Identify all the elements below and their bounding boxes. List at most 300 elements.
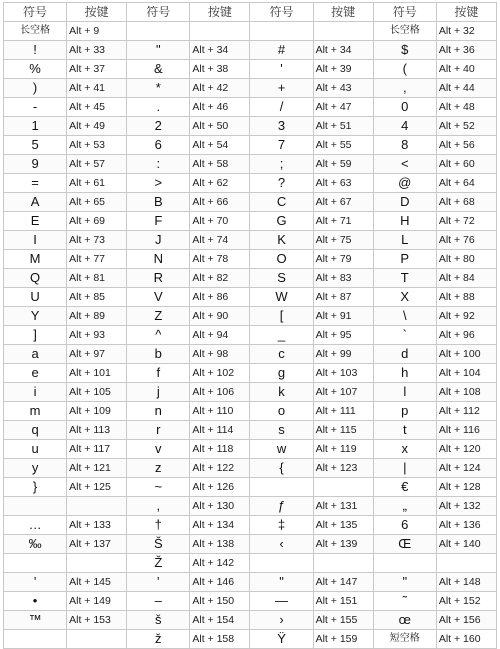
alt-key-cell: Alt + 105 — [67, 383, 127, 402]
alt-key-cell: Alt + 83 — [313, 269, 373, 288]
alt-key-cell: Alt + 88 — [436, 288, 496, 307]
symbol-cell: 1 — [4, 117, 67, 136]
symbol-cell: 6 — [127, 136, 190, 155]
alt-key-cell: Alt + 122 — [190, 459, 250, 478]
alt-key-cell: Alt + 50 — [190, 117, 250, 136]
alt-key-cell: Alt + 89 — [67, 307, 127, 326]
alt-key-cell: Alt + 57 — [67, 155, 127, 174]
alt-key-cell: Alt + 147 — [313, 573, 373, 592]
alt-key-cell: Alt + 85 — [67, 288, 127, 307]
alt-key-cell: Alt + 80 — [436, 250, 496, 269]
alt-key-cell: Alt + 55 — [313, 136, 373, 155]
alt-key-cell: Alt + 108 — [436, 383, 496, 402]
alt-key-cell: Alt + 154 — [190, 611, 250, 630]
alt-key-cell: Alt + 75 — [313, 231, 373, 250]
symbol-cell: / — [250, 98, 313, 117]
table-row — [4, 478, 497, 497]
symbol-cell: l — [373, 383, 436, 402]
symbol-cell: 6 — [373, 516, 436, 535]
symbol-cell: * — [127, 79, 190, 98]
alt-key-cell: Alt + 78 — [190, 250, 250, 269]
alt-key-cell: Alt + 119 — [313, 440, 373, 459]
symbol-cell: ˜ — [373, 592, 436, 611]
alt-key-cell: Alt + 69 — [67, 212, 127, 231]
symbol-cell: a — [4, 345, 67, 364]
symbol-cell: Œ — [373, 535, 436, 554]
symbol-cell: œ — [373, 611, 436, 630]
symbol-cell: < — [373, 155, 436, 174]
table-row — [4, 383, 497, 402]
symbol-cell: " — [127, 41, 190, 60]
symbol-cell: j — [127, 383, 190, 402]
alt-key-cell: Alt + 81 — [67, 269, 127, 288]
alt-key-cell: Alt + 139 — [313, 535, 373, 554]
symbol-cell: ž — [127, 630, 190, 649]
alt-key-cell: Alt + 74 — [190, 231, 250, 250]
symbol-cell: ) — [4, 79, 67, 98]
alt-key-cell: Alt + 44 — [436, 79, 496, 98]
alt-key-cell: Alt + 149 — [67, 592, 127, 611]
symbol-cell: P — [373, 250, 436, 269]
symbol-cell: & — [127, 60, 190, 79]
alt-key-cell: Alt + 136 — [436, 516, 496, 535]
symbol-cell: ‰ — [4, 535, 67, 554]
symbol-cell: ( — [373, 60, 436, 79]
symbol-cell: 0 — [373, 98, 436, 117]
symbol-cell: U — [4, 288, 67, 307]
symbol-cell: R — [127, 269, 190, 288]
symbol-cell: ‡ — [250, 516, 313, 535]
symbol-cell: ! — [4, 41, 67, 60]
alt-key-cell: Alt + 47 — [313, 98, 373, 117]
symbol-cell: s — [250, 421, 313, 440]
alt-key-cell: Alt + 73 — [67, 231, 127, 250]
symbol-cell: f — [127, 364, 190, 383]
alt-key-cell — [67, 630, 127, 649]
symbol-cell: ` — [373, 326, 436, 345]
symbol-cell: q — [4, 421, 67, 440]
alt-key-cell: Alt + 54 — [190, 136, 250, 155]
alt-key-cell: Alt + 118 — [190, 440, 250, 459]
symbol-cell: r — [127, 421, 190, 440]
symbol-column-header: 符号 — [373, 3, 436, 22]
table-row — [4, 535, 497, 554]
symbol-cell: — — [250, 592, 313, 611]
symbol-cell: 5 — [4, 136, 67, 155]
alt-key-cell: Alt + 71 — [313, 212, 373, 231]
alt-key-cell — [67, 554, 127, 573]
symbol-column-header: 符号 — [127, 3, 190, 22]
symbol-cell: 长空格 — [373, 22, 436, 41]
symbol-cell: @ — [373, 174, 436, 193]
alt-key-cell: Alt + 100 — [436, 345, 496, 364]
symbol-cell: e — [4, 364, 67, 383]
alt-key-cell: Alt + 58 — [190, 155, 250, 174]
alt-key-cell: Alt + 53 — [67, 136, 127, 155]
alt-key-cell: Alt + 159 — [313, 630, 373, 649]
symbol-cell: Ÿ — [250, 630, 313, 649]
alt-key-cell: Alt + 132 — [436, 497, 496, 516]
table-row — [4, 250, 497, 269]
symbol-cell: Š — [127, 535, 190, 554]
symbol-cell: X — [373, 288, 436, 307]
symbol-cell: š — [127, 611, 190, 630]
alt-key-cell: Alt + 158 — [190, 630, 250, 649]
symbol-cell: = — [4, 174, 67, 193]
alt-key-cell: Alt + 33 — [67, 41, 127, 60]
alt-key-cell — [436, 554, 496, 573]
alt-key-cell: Alt + 38 — [190, 60, 250, 79]
symbol-cell: ‹ — [250, 535, 313, 554]
alt-key-cell: Alt + 77 — [67, 250, 127, 269]
table-row — [4, 307, 497, 326]
key-column-header: 按键 — [313, 3, 373, 22]
alt-key-cell: Alt + 146 — [190, 573, 250, 592]
header-row — [4, 3, 497, 22]
alt-key-cell: Alt + 61 — [67, 174, 127, 193]
symbol-cell — [4, 554, 67, 573]
alt-key-cell: Alt + 66 — [190, 193, 250, 212]
alt-key-cell: Alt + 117 — [67, 440, 127, 459]
symbol-cell: V — [127, 288, 190, 307]
alt-key-cell: Alt + 107 — [313, 383, 373, 402]
alt-key-cell: Alt + 39 — [313, 60, 373, 79]
symbol-cell: | — [373, 459, 436, 478]
table-row — [4, 155, 497, 174]
alt-key-cell: Alt + 111 — [313, 402, 373, 421]
alt-key-cell: Alt + 153 — [67, 611, 127, 630]
table-row — [4, 60, 497, 79]
symbol-cell: M — [4, 250, 67, 269]
alt-key-cell: Alt + 49 — [67, 117, 127, 136]
alt-key-cell: Alt + 45 — [67, 98, 127, 117]
symbol-cell: H — [373, 212, 436, 231]
alt-key-cell: Alt + 34 — [190, 41, 250, 60]
table-row — [4, 611, 497, 630]
symbol-cell: d — [373, 345, 436, 364]
alt-key-cell: Alt + 65 — [67, 193, 127, 212]
table-row — [4, 516, 497, 535]
symbol-cell: 短空格 — [373, 630, 436, 649]
alt-key-cell — [313, 22, 373, 41]
symbol-cell — [4, 497, 67, 516]
symbol-cell: I — [4, 231, 67, 250]
symbol-cell: ' — [127, 573, 190, 592]
key-column-header: 按键 — [67, 3, 127, 22]
symbol-cell: Q — [4, 269, 67, 288]
alt-key-cell: Alt + 125 — [67, 478, 127, 497]
alt-key-cell: Alt + 32 — [436, 22, 496, 41]
alt-key-cell: Alt + 115 — [313, 421, 373, 440]
alt-key-cell: Alt + 36 — [436, 41, 496, 60]
alt-key-cell: Alt + 131 — [313, 497, 373, 516]
alt-key-cell: Alt + 40 — [436, 60, 496, 79]
alt-key-cell: Alt + 52 — [436, 117, 496, 136]
symbol-cell: % — [4, 60, 67, 79]
symbol-cell: O — [250, 250, 313, 269]
table-row — [4, 117, 497, 136]
alt-key-cell: Alt + 113 — [67, 421, 127, 440]
symbol-cell: > — [127, 174, 190, 193]
symbol-cell: ƒ — [250, 497, 313, 516]
symbol-cell: , — [127, 497, 190, 516]
symbol-cell: G — [250, 212, 313, 231]
symbol-cell: : — [127, 155, 190, 174]
alt-key-cell: Alt + 142 — [190, 554, 250, 573]
symbol-cell: \ — [373, 307, 436, 326]
alt-key-cell: Alt + 92 — [436, 307, 496, 326]
key-column-header: 按键 — [190, 3, 250, 22]
alt-key-cell: Alt + 97 — [67, 345, 127, 364]
symbol-cell: u — [4, 440, 67, 459]
symbol-cell: W — [250, 288, 313, 307]
alt-key-cell: Alt + 148 — [436, 573, 496, 592]
symbol-cell: . — [127, 98, 190, 117]
table-row — [4, 269, 497, 288]
symbol-cell: p — [373, 402, 436, 421]
symbol-cell — [127, 22, 190, 41]
symbol-cell: ; — [250, 155, 313, 174]
symbol-cell: T — [373, 269, 436, 288]
symbol-cell — [250, 22, 313, 41]
table-row — [4, 573, 497, 592]
alt-key-cell: Alt + 42 — [190, 79, 250, 98]
symbol-cell: J — [127, 231, 190, 250]
alt-key-cell: Alt + 76 — [436, 231, 496, 250]
alt-key-cell: Alt + 124 — [436, 459, 496, 478]
table-row — [4, 98, 497, 117]
alt-key-cell: Alt + 34 — [313, 41, 373, 60]
alt-key-cell: Alt + 62 — [190, 174, 250, 193]
alt-key-cell: Alt + 96 — [436, 326, 496, 345]
alt-key-cell: Alt + 150 — [190, 592, 250, 611]
table-row — [4, 630, 497, 649]
symbol-cell: x — [373, 440, 436, 459]
symbol-cell: ' — [4, 573, 67, 592]
symbol-cell: v — [127, 440, 190, 459]
symbol-cell: › — [250, 611, 313, 630]
symbol-cell: D — [373, 193, 436, 212]
symbol-cell: " — [250, 573, 313, 592]
alt-key-cell: Alt + 101 — [67, 364, 127, 383]
alt-key-cell: Alt + 120 — [436, 440, 496, 459]
symbol-cell: ? — [250, 174, 313, 193]
alt-key-cell: Alt + 90 — [190, 307, 250, 326]
table-row — [4, 326, 497, 345]
alt-key-cell: Alt + 152 — [436, 592, 496, 611]
alt-key-cell: Alt + 123 — [313, 459, 373, 478]
alt-key-cell — [67, 497, 127, 516]
alt-key-cell: Alt + 140 — [436, 535, 496, 554]
table-row — [4, 402, 497, 421]
symbol-cell: # — [250, 41, 313, 60]
alt-key-cell: Alt + 37 — [67, 60, 127, 79]
table-row — [4, 136, 497, 155]
symbol-cell: F — [127, 212, 190, 231]
alt-key-cell: Alt + 138 — [190, 535, 250, 554]
table-row — [4, 22, 497, 41]
alt-key-cell: Alt + 137 — [67, 535, 127, 554]
symbol-cell: i — [4, 383, 67, 402]
symbol-cell: n — [127, 402, 190, 421]
symbol-cell: w — [250, 440, 313, 459]
alt-key-cell: Alt + 102 — [190, 364, 250, 383]
symbol-cell: 8 — [373, 136, 436, 155]
symbol-cell: € — [373, 478, 436, 497]
alt-key-cell — [190, 22, 250, 41]
alt-key-cell: Alt + 121 — [67, 459, 127, 478]
alt-key-cell: Alt + 87 — [313, 288, 373, 307]
symbol-cell: , — [373, 79, 436, 98]
symbol-cell: g — [250, 364, 313, 383]
alt-key-cell: Alt + 79 — [313, 250, 373, 269]
alt-key-cell: Alt + 72 — [436, 212, 496, 231]
alt-key-cell: Alt + 46 — [190, 98, 250, 117]
alt-key-cell: Alt + 155 — [313, 611, 373, 630]
alt-key-cell: Alt + 67 — [313, 193, 373, 212]
symbol-cell: 长空格 — [4, 22, 67, 41]
symbol-cell: _ — [250, 326, 313, 345]
symbol-cell: A — [4, 193, 67, 212]
symbol-cell: ] — [4, 326, 67, 345]
symbol-cell — [4, 630, 67, 649]
alt-key-cell — [313, 478, 373, 497]
symbol-cell: [ — [250, 307, 313, 326]
symbol-cell: ^ — [127, 326, 190, 345]
table-row — [4, 79, 497, 98]
alt-key-cell: Alt + 103 — [313, 364, 373, 383]
alt-key-cell: Alt + 84 — [436, 269, 496, 288]
symbol-cell: C — [250, 193, 313, 212]
symbol-cell: Ž — [127, 554, 190, 573]
alt-key-cell: Alt + 128 — [436, 478, 496, 497]
symbol-cell: b — [127, 345, 190, 364]
alt-key-cell: Alt + 126 — [190, 478, 250, 497]
alt-key-cell: Alt + 43 — [313, 79, 373, 98]
symbol-cell: † — [127, 516, 190, 535]
alt-code-sheet — [3, 2, 497, 649]
symbol-cell: 2 — [127, 117, 190, 136]
symbol-cell: ™ — [4, 611, 67, 630]
symbol-cell: ~ — [127, 478, 190, 497]
alt-key-cell: Alt + 110 — [190, 402, 250, 421]
alt-key-cell: Alt + 109 — [67, 402, 127, 421]
symbol-cell: t — [373, 421, 436, 440]
key-column-header: 按键 — [436, 3, 496, 22]
symbol-cell — [250, 478, 313, 497]
alt-key-cell: Alt + 63 — [313, 174, 373, 193]
symbol-cell: „ — [373, 497, 436, 516]
alt-key-cell: Alt + 99 — [313, 345, 373, 364]
alt-key-cell: Alt + 41 — [67, 79, 127, 98]
symbol-cell: 9 — [4, 155, 67, 174]
symbol-cell: … — [4, 516, 67, 535]
alt-key-cell: Alt + 112 — [436, 402, 496, 421]
alt-code-table — [3, 2, 497, 649]
alt-key-cell: Alt + 9 — [67, 22, 127, 41]
symbol-cell: c — [250, 345, 313, 364]
alt-key-cell: Alt + 82 — [190, 269, 250, 288]
table-row — [4, 212, 497, 231]
symbol-cell: S — [250, 269, 313, 288]
symbol-cell: " — [373, 573, 436, 592]
symbol-cell: – — [127, 592, 190, 611]
symbol-cell: • — [4, 592, 67, 611]
table-row — [4, 41, 497, 60]
symbol-cell: 7 — [250, 136, 313, 155]
table-row — [4, 554, 497, 573]
symbol-cell: z — [127, 459, 190, 478]
alt-key-cell: Alt + 48 — [436, 98, 496, 117]
alt-key-cell: Alt + 98 — [190, 345, 250, 364]
alt-key-cell: Alt + 94 — [190, 326, 250, 345]
table-row — [4, 497, 497, 516]
alt-key-cell: Alt + 93 — [67, 326, 127, 345]
symbol-cell: y — [4, 459, 67, 478]
table-row — [4, 288, 497, 307]
alt-key-cell: Alt + 145 — [67, 573, 127, 592]
symbol-cell: 4 — [373, 117, 436, 136]
symbol-cell: k — [250, 383, 313, 402]
symbol-cell: B — [127, 193, 190, 212]
alt-key-cell: Alt + 114 — [190, 421, 250, 440]
alt-key-cell: Alt + 86 — [190, 288, 250, 307]
alt-key-cell: Alt + 70 — [190, 212, 250, 231]
alt-key-cell: Alt + 95 — [313, 326, 373, 345]
symbol-cell: ' — [250, 60, 313, 79]
symbol-cell: } — [4, 478, 67, 497]
alt-key-cell: Alt + 116 — [436, 421, 496, 440]
alt-key-cell: Alt + 91 — [313, 307, 373, 326]
symbol-cell: 3 — [250, 117, 313, 136]
table-row — [4, 345, 497, 364]
alt-key-cell: Alt + 56 — [436, 136, 496, 155]
alt-key-cell: Alt + 156 — [436, 611, 496, 630]
table-row — [4, 174, 497, 193]
symbol-cell: N — [127, 250, 190, 269]
symbol-cell: $ — [373, 41, 436, 60]
table-row — [4, 421, 497, 440]
symbol-cell: Z — [127, 307, 190, 326]
alt-key-cell: Alt + 133 — [67, 516, 127, 535]
symbol-cell — [250, 554, 313, 573]
alt-key-cell: Alt + 104 — [436, 364, 496, 383]
alt-key-cell: Alt + 160 — [436, 630, 496, 649]
symbol-cell: m — [4, 402, 67, 421]
alt-key-cell: Alt + 130 — [190, 497, 250, 516]
symbol-column-header: 符号 — [4, 3, 67, 22]
alt-key-cell: Alt + 151 — [313, 592, 373, 611]
alt-key-cell: Alt + 135 — [313, 516, 373, 535]
table-row — [4, 193, 497, 212]
symbol-cell: Y — [4, 307, 67, 326]
alt-key-cell — [313, 554, 373, 573]
symbol-column-header: 符号 — [250, 3, 313, 22]
symbol-cell: h — [373, 364, 436, 383]
alt-key-cell: Alt + 106 — [190, 383, 250, 402]
alt-key-cell: Alt + 134 — [190, 516, 250, 535]
table-row — [4, 364, 497, 383]
table-row — [4, 231, 497, 250]
symbol-cell: o — [250, 402, 313, 421]
alt-key-cell: Alt + 68 — [436, 193, 496, 212]
symbol-cell: { — [250, 459, 313, 478]
symbol-cell: + — [250, 79, 313, 98]
table-row — [4, 459, 497, 478]
symbol-cell: - — [4, 98, 67, 117]
symbol-cell: L — [373, 231, 436, 250]
alt-key-cell: Alt + 60 — [436, 155, 496, 174]
